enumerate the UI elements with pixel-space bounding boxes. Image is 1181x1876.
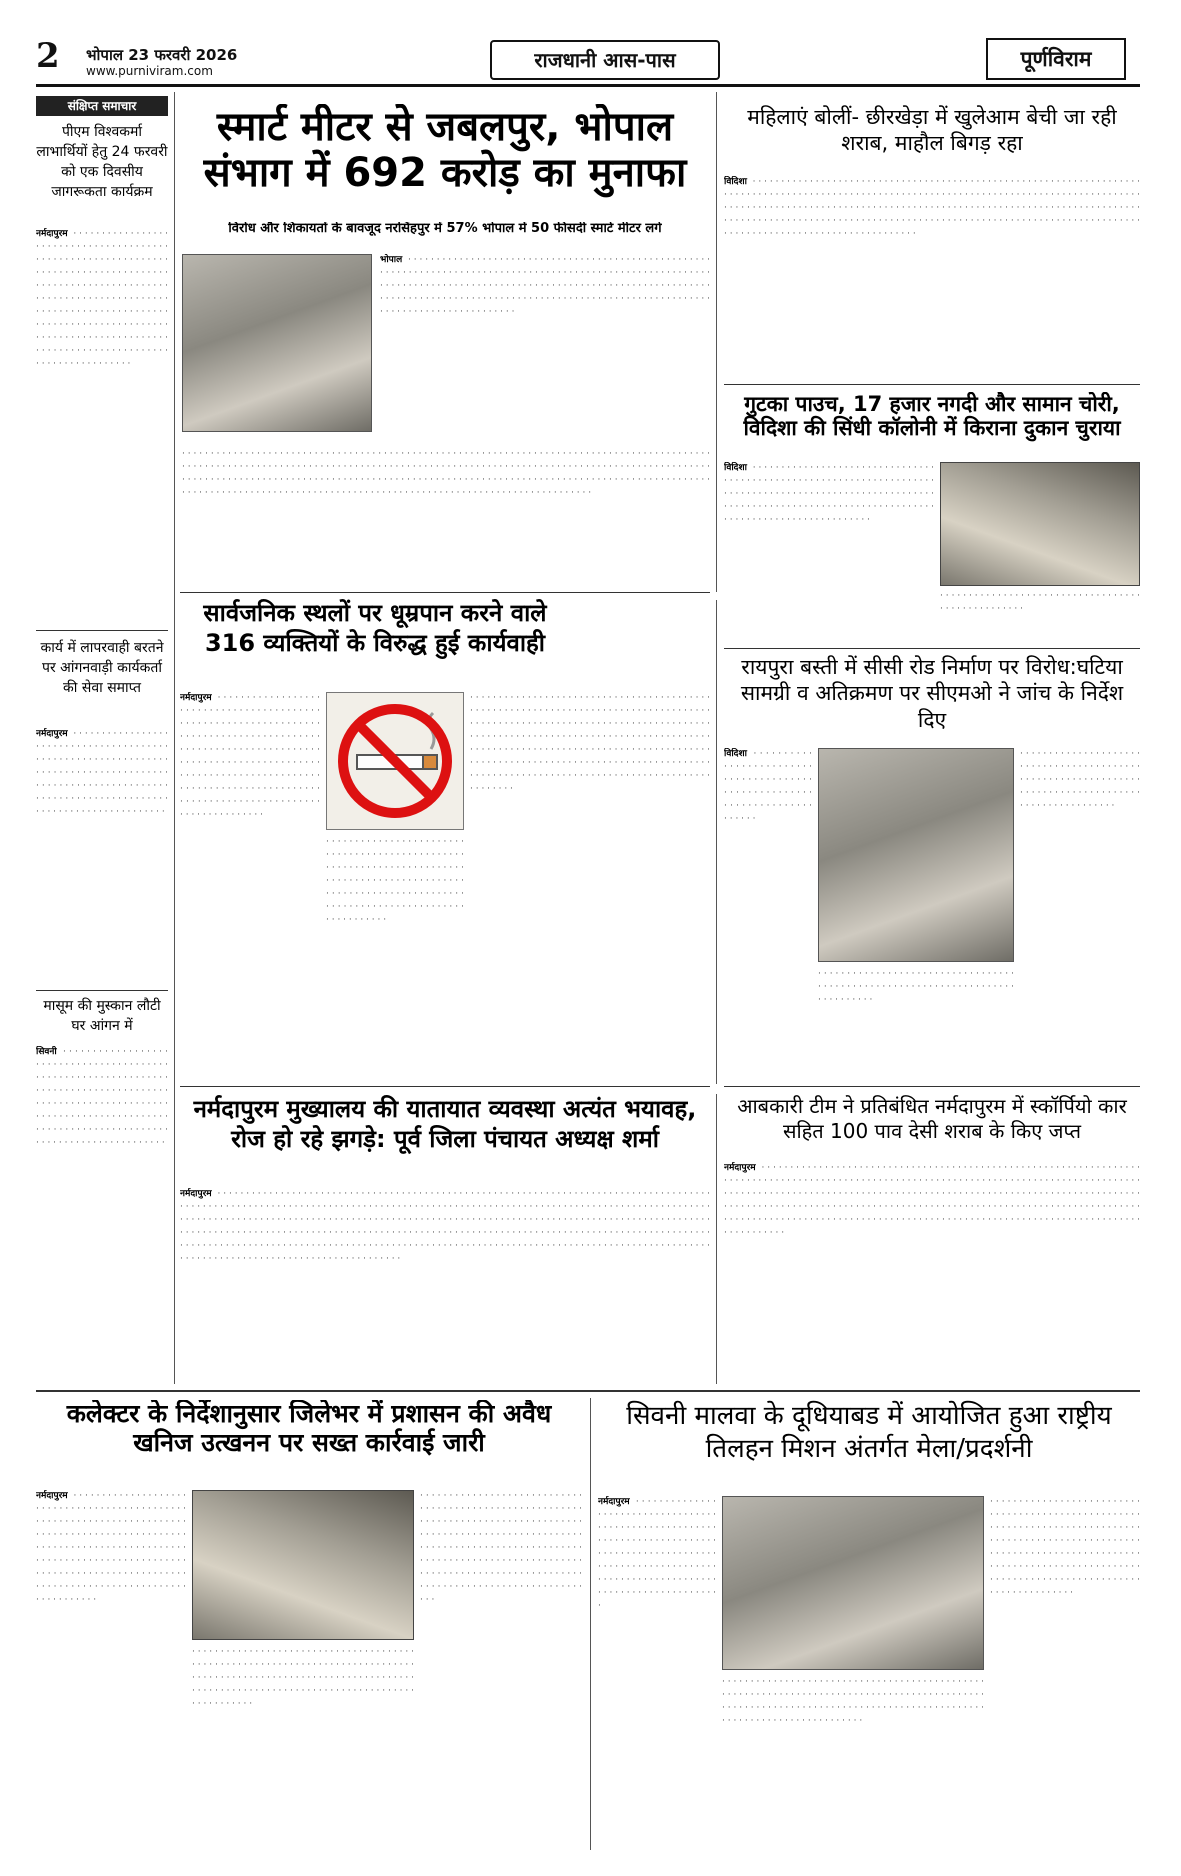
theft-dateline: विदिशा bbox=[724, 463, 747, 473]
road-inspection-photo bbox=[818, 748, 1014, 962]
column-rule bbox=[716, 92, 717, 592]
road-headline: रायपुरा बस्ती में सीसी रोड निर्माण पर विरोध:घटिया सामग्री व अतिक्रमण पर सीएमओ ने जांच के निर्देश दिए bbox=[740, 655, 1124, 732]
oilseed-fair-photo bbox=[722, 1496, 984, 1670]
lead-headline: स्मार्ट मीटर से जबलपुर, भोपाल संभाग में 692 करोड़ का मुनाफा bbox=[203, 104, 687, 196]
website-link[interactable]: www.purniviram.com bbox=[86, 64, 213, 78]
mining-body-1: नर्मदापुरम · · · · · · · · · · · · · · · · · · · · · · · · · · · · · · · · · · · · · · · · · · · · · · · · · · · · · · · · · · · · · · · · · · · · · · · · · · · · · · · · · · · · · · · · · · · · · · · · · · · · · · · · · · · · · · · · · · · · · · · · · · · · · · · · · · · · · · · · · · · · · · · · · · · · · · · · · · · · · · · · · · · · · · · · · · · · · · · · · · · · · · · · · · · · · · · · · · · · · · · · · · · · · · · · · · · · · bbox=[36, 1491, 186, 1605]
smoking-dateline: नर्मदापुरम bbox=[180, 693, 212, 703]
oilseed-headline: सिवनी मालवा के दूधियाबड में आयोजित हुआ राष्ट्रीय तिलहन मिशन अंतर्गत मेला/प्रदर्शनी bbox=[626, 1401, 1112, 1464]
theft-headline: गुटका पाउच, 17 हजार नगदी और सामान चोरी, विदिशा की सिंधी कॉलोनी में किराना दुकान चुराया bbox=[743, 392, 1121, 441]
excise-body: नर्मदापुरम · · · · · · · · · · · · · · · · · · · · · · · · · · · · · · · · · · · · · · · · · · · · · · · · · · · · · · · · · · · · · · · · · · · · · · · · · · · · · · · · · · · · · · · · · · · · · · · · · · · · · · · · · · · · · · · · · · · · · · · · · · · · · · · · · · · · · · · · · · · · · · · · · · · · · · · · · · · · · · · · · · · · · · · · · · · · · · · · · · · · · · · · · · · · · · · · · · · · · · · · · · · · · · · · · · · · · · · · · · · · · · · · · · · · · · · · · · · · · · · · · · · · · · · · · · · · · · · · · · · · · · · · · · · · · · · · · · · · · · · · · · · · · · · · · · · · · · · · · · · · · · · · · · · · · · · · · · · · · · · · · · · · · · · · · · · · · · · · · · · · · · · · · · · · · · · · · · · · · · · · · · · · · · · · · bbox=[724, 1163, 1140, 1238]
mining-site-photo bbox=[192, 1490, 414, 1640]
theft-body: विदिशा · · · · · · · · · · · · · · · · · · · · · · · · · · · · · · · · · · · · · · · · · · · · · · · · · · · · · · · · · · · · · · · · · · · · · · · · · · · · · · · · · · · · · · · · · · · · · · · · · · · · · · · · · · · · · · · · · · · · · · · · · · · · · · · · · · · · · · · · · · · · · · · · · · · · · · · · · · · · · · · · · · · · · · · · · bbox=[724, 463, 934, 525]
brief-2-dateline: नर्मदापुरम bbox=[36, 729, 68, 739]
column-rule bbox=[590, 1398, 591, 1850]
mining-body-3: · · · · · · · · · · · · · · · · · · · · · · · · · · · · · · · · · · · · · · · · · · · · · · · · · · · · · · · · · · · · · · · · · · · · · · · · · · · · · · · · · · · · · · · · · · · · · · · · · · · · · · · · · · · · · · · · · · · · · · · · · · · · · · · · · · · · · · · · · · · · · · · · · · · · · · · · · · · · · · · · · · · · · · · · · · · · · · · · · · · · · · · · · · · · · · · · · · · · · · · · · · · · · · · · · · · · · · · · · · · · · · · · · · · bbox=[420, 1491, 582, 1605]
story-divider bbox=[180, 592, 710, 593]
brand-logo: पूर्णविराम bbox=[986, 38, 1126, 80]
lead-dateline: भोपाल bbox=[380, 255, 403, 265]
excise-headline: आबकारी टीम ने प्रतिबंधित नर्मदापुरम में स्कॉर्पियो कार सहित 100 पाव देसी शराब के किए जप्त bbox=[737, 1094, 1127, 1143]
brief-3-headline: मासूम की मुस्कान लौटी घर आंगन में bbox=[43, 998, 161, 1034]
story-divider bbox=[180, 1086, 710, 1087]
lead-body-bottom: · · · · · · · · · · · · · · · · · · · · · · · · · · · · · · · · · · · · · · · · · · · · · · · · · · · · · · · · · · · · · · · · · · · · · · · · · · · · · · · · · · · · · · · · · · · · · · · · · · · · · · · · · · · · · · · · · · · · · · · · · · · · · · · · · · · · · · · · · · · · · · · · · · · · · · · · · · · · · · · · · · · · · · · · · · · · · · · · · · · · · · · · · · · · · · · · · · · · · · · · · · · · · · · · · · · · · · · · · · · · · · · · · · · · · · · · · · · · · · · · · · · · · · · · · · · · · · · · · · · · · · · · · · · · · · · · · · · · · · · · · · · · · · · · · · · · · · · · · · · · · · · · · · · · · · · · · · · · · · · · · · · · · · · · · · · · · · · · · · · · · · · · · · · · bbox=[182, 449, 710, 498]
story-divider bbox=[724, 648, 1140, 649]
mining-headline: कलेक्टर के निर्देशानुसार जिलेभर में प्रशासन की अवैध खनिज उत्खनन पर सख्त कार्रवाई जारी bbox=[66, 1400, 552, 1457]
brief-3-body: सिवनी · · · · · · · · · · · · · · · · · · · · · · · · · · · · · · · · · · · · · · · · · · · · · · · · · · · · · · · · · · · · · · · · · · · · · · · · · · · · · · · · · · · · · · · · · · · · · · · · · · · · · · · · · · · · · · · · · · · · · · · · · · · · · · · · · · · · · · · · · · · · · · · · · · · · · · · · · · · · · · · · · · · · · · · · · · · · · · · · · · · bbox=[36, 1047, 168, 1148]
story-divider bbox=[724, 384, 1140, 385]
brief-1-dateline: नर्मदापुरम bbox=[36, 229, 68, 239]
brief-divider bbox=[36, 630, 168, 631]
smoking-body-2: · · · · · · · · · · · · · · · · · · · · · · · · · · · · · · · · · · · · · · · · · · · · · · · · · · · · · · · · · · · · · · · · · · · · · · · · · · · · · · · · · · · · · · · · · · · · · · · · · · · · · · · · · · · · · · · · · · · · · · · · · · · · · · · · · · · · · · · · · · · · · · · · · · · · · · · · · · · bbox=[326, 837, 464, 925]
brief-3-dateline: सिवनी bbox=[36, 1047, 57, 1057]
column-rule bbox=[716, 600, 717, 1084]
lead-subhead: विरोध और शिकायतों के बावजूद नरसिंहपुर में 57% भोपाल में 50 फीसदी स्मार्ट मीटर लगे bbox=[228, 222, 662, 236]
story-divider bbox=[724, 1086, 1140, 1087]
smoking-headline: सार्वजनिक स्थलों पर धूम्रपान करने वाले 316 व्यक्तियों के विरुद्ध हुई कार्यवाही bbox=[203, 599, 547, 657]
smoking-body-1: नर्मदापुरम · · · · · · · · · · · · · · · · · · · · · · · · · · · · · · · · · · · · · · · · · · · · · · · · · · · · · · · · · · · · · · · · · · · · · · · · · · · · · · · · · · · · · · · · · · · · · · · · · · · · · · · · · · · · · · · · · · · · · · · · · · · · · · · · · · · · · · · · · · · · · · · · · · · · · · · · · · · · · · · · · · · · · · · · · · · · · · · · · · · · · · · · · · · · · · · · · · · · · · · · · · · · · · · · · · · · · · · · · · · · · · · · · bbox=[180, 693, 320, 820]
briefs-label: संक्षिप्त समाचार bbox=[36, 96, 168, 116]
smoking-body-3: · · · · · · · · · · · · · · · · · · · · · · · · · · · · · · · · · · · · · · · · · · · · · · · · · · · · · · · · · · · · · · · · · · · · · · · · · · · · · · · · · · · · · · · · · · · · · · · · · · · · · · · · · · · · · · · · · · · · · · · · · · · · · · · · · · · · · · · · · · · · · · · · · · · · · · · · · · · · · · · · · · · · · · · · · · · · · · · · · · · · · · · · · · · · · · · · · · · · · · · · · · · · · · · · · · · · · · · · · · · · · · · · · · · · · · · · · · · · · · · · · · · · · · · · · · · · · · · · · · · · · · · · · · · · · · · · · · · · · · · · · · · · · · · · · · · · · · · · · · · · · · bbox=[470, 693, 710, 794]
road-dateline: विदिशा bbox=[724, 749, 747, 759]
oilseed-body-2: · · · · · · · · · · · · · · · · · · · · · · · · · · · · · · · · · · · · · · · · · · · · · · · · · · · · · · · · · · · · · · · · · · · · · · · · · · · · · · · · · · · · · · · · · · · · · · · · · · · · · · · · · · · · · · · · · · · · · · · · · · · · · · · · · · · · · · · · · · · · · · · · · · · · · · · · · · · · · · · · · · · bbox=[722, 1677, 984, 1726]
brief-2-headline: कार्य में लापरवाही बरतने पर आंगनवाड़ी कार्यकर्ता की सेवा समाप्त bbox=[40, 640, 164, 696]
brief-2-body: नर्मदापुरम · · · · · · · · · · · · · · · · · · · · · · · · · · · · · · · · · · · · · · · · · · · · · · · · · · · · · · · · · · · · · · · · · · · · · · · · · · · · · · · · · · · · · · · · · · · · · · · · · · · · · · · · · · · · · · · · · · · · · · · · · · · · · · · · · · · · · · · · · · · · · · · · · · · · · · · · · · · bbox=[36, 729, 168, 817]
road-body-3: · · · · · · · · · · · · · · · · · · · · · · · · · · · · · · · · · · · · · · · · · · · · · · · · · · · · · · · · · · · · · · · · · · · · · · · · · · · · · · · · · · · · · · · · · · · · · · · · · · · · · bbox=[1020, 749, 1140, 811]
road-body-1: विदिशा · · · · · · · · · · · · · · · · · · · · · · · · · · · · · · · · · · · · · · · · · · · · · · · · · · · · · · · · · · · · · · · · · · · · · · · · · · · · bbox=[724, 749, 812, 824]
women-body: विदिशा · · · · · · · · · · · · · · · · · · · · · · · · · · · · · · · · · · · · · · · · · · · · · · · · · · · · · · · · · · · · · · · · · · · · · · · · · · · · · · · · · · · · · · · · · · · · · · · · · · · · · · · · · · · · · · · · · · · · · · · · · · · · · · · · · · · · · · · · · · · · · · · · · · · · · · · · · · · · · · · · · · · · · · · · · · · · · · · · · · · · · · · · · · · · · · · · · · · · · · · · · · · · · · · · · · · · · · · · · · · · · · · · · · · · · · · · · · · · · · · · · · · · · · · · · · · · · · · · · · · · · · · · · · · · · · · · · · · · · · · · · · · · · · · · · · · · · · · · · · · · · · · · · · · · · · · · · · · · · · · · · bbox=[724, 177, 1140, 239]
brief-divider bbox=[36, 990, 168, 991]
no-smoking-sign-icon bbox=[335, 701, 455, 821]
oilseed-dateline: नर्मदापुरम bbox=[598, 1497, 630, 1507]
road-body-2: · · · · · · · · · · · · · · · · · · · · · · · · · · · · · · · · · · · · · · · · · · · · · · · · · · · · · · · · · · · · · · · · · · · · · · · · · · · · · · bbox=[818, 969, 1014, 1005]
issue-date: भोपाल 23 फरवरी 2026 bbox=[86, 46, 238, 64]
brief-1-body: नर्मदापुरम · · · · · · · · · · · · · · · · · · · · · · · · · · · · · · · · · · · · · · · · · · · · · · · · · · · · · · · · · · · · · · · · · · · · · · · · · · · · · · · · · · · · · · · · · · · · · · · · · · · · · · · · · · · · · · · · · · · · · · · · · · · · · · · · · · · · · · · · · · · · · · · · · · · · · · · · · · · · · · · · · · · · · · · · · · · · · · · · · · · · · · · · · · · · · · · · · · · · · · · · · · · · · · · · · · · · · · · · · · · · · · · · · · · · · · · · · · · · · · · · · bbox=[36, 229, 168, 369]
column-rule bbox=[174, 92, 175, 1384]
mining-body-2: · · · · · · · · · · · · · · · · · · · · · · · · · · · · · · · · · · · · · · · · · · · · · · · · · · · · · · · · · · · · · · · · · · · · · · · · · · · · · · · · · · · · · · · · · · · · · · · · · · · · · · · · · · · · · · · · · · · · · · · · · · · · · · · · · · · · · · · · · · · · · · · · · · · · · · · · · · · · · · · · · · · · · · · bbox=[192, 1647, 414, 1709]
brief-1-headline: पीएम विश्वकर्मा लाभार्थियों हेतु 24 फरवरी को एक दिवसीय जागरूकता कार्यक्रम bbox=[36, 124, 168, 200]
no-smoking-sign-icon bbox=[326, 692, 464, 830]
women-dateline: विदिशा bbox=[724, 177, 747, 187]
masthead-rule bbox=[36, 84, 1140, 87]
page-number: 2 bbox=[36, 36, 60, 76]
traffic-headline: नर्मदापुरम मुख्यालय की यातायात व्यवस्था अत्यंत भयावह, रोज हो रहे झगड़े: पूर्व जिला पंचायत अध्यक्ष शर्मा bbox=[193, 1095, 697, 1153]
excise-dateline: नर्मदापुरम bbox=[724, 1163, 756, 1173]
smart-meter-photo bbox=[182, 254, 372, 432]
mining-dateline: नर्मदापुरम bbox=[36, 1491, 68, 1501]
oilseed-body-1: नर्मदापुरम · · · · · · · · · · · · · · · · · · · · · · · · · · · · · · · · · · · · · · · · · · · · · · · · · · · · · · · · · · · · · · · · · · · · · · · · · · · · · · · · · · · · · · · · · · · · · · · · · · · · · · · · · · · · · · · · · · · · · · · · · · · · · · · · · · · · · · · · · · · · · · · · · · · · · · · · · · · · · · · · · · bbox=[598, 1497, 716, 1611]
traffic-dateline: नर्मदापुरम bbox=[180, 1189, 212, 1199]
traffic-body: नर्मदापुरम · · · · · · · · · · · · · · · · · · · · · · · · · · · · · · · · · · · · · · · · · · · · · · · · · · · · · · · · · · · · · · · · · · · · · · · · · · · · · · · · · · · · · · · · · · · · · · · · · · · · · · · · · · · · · · · · · · · · · · · · · · · · · · · · · · · · · · · · · · · · · · · · · · · · · · · · · · · · · · · · · · · · · · · · · · · · · · · · · · · · · · · · · · · · · · · · · · · · · · · · · · · · · · · · · · · · · · · · · · · · · · · · · · · · · · · · · · · · · · · · · · · · · · · · · · · · · · · · · · · · · · · · · · · · · · · · · · · · · · · · · · · · · · · · · · · · · · · · · · · · · · · · · · · · · · · · · · · · · · · · · · · · · · · · · · · · · · · · · · · · · · · · · · · · · · · · · · · · · · · · · · · · · · · · · · · · · · · · · · · · · · · · · · · · · · · · · · · · · · · · · · · · · · · · · · · · · · · · · · · · · · · · · · · · · · · · · · · · · · · · · · · · · · · · · · · · · · · · · · · · · · · · · · · · · · · · · · · · · · · · · · · · · · · · · · · · · · · · · bbox=[180, 1189, 710, 1264]
column-rule bbox=[716, 1094, 717, 1384]
section-divider bbox=[36, 1390, 1140, 1392]
theft-body-cont: · · · · · · · · · · · · · · · · · · · · · · · · · · · · · · · · · · · · · · · · · · · · · · · · · · bbox=[940, 591, 1140, 614]
oilseed-body-3: · · · · · · · · · · · · · · · · · · · · · · · · · · · · · · · · · · · · · · · · · · · · · · · · · · · · · · · · · · · · · · · · · · · · · · · · · · · · · · · · · · · · · · · · · · · · · · · · · · · · · · · · · · · · · · · · · · · · · · · · · · · · · · · · · · · · · · · · · · · · · · · · · · · · · · · · · · · · · · · · · · · · · · · · · · · · · · · · · · · · · · · · · · · · · · · · · · · · · bbox=[990, 1497, 1140, 1598]
women-headline: महिलाएं बोलीं- छीरखेड़ा में खुलेआम बेची जा रही शराब, माहौल बिगड़ रहा bbox=[747, 105, 1117, 156]
lead-body-top: भोपाल · · · · · · · · · · · · · · · · · · · · · · · · · · · · · · · · · · · · · · · · · · · · · · · · · · · · · · · · · · · · · · · · · · · · · · · · · · · · · · · · · · · · · · · · · · · · · · · · · · · · · · · · · · · · · · · · · · · · · · · · · · · · · · · · · · · · · · · · · · · · · · · · · · · · · · · · · · · · · · · · · · · · · · · · · · · · · · · · · · · · · · · · · · · · · · · · · · · · · · · · · · · · · · · · · · · · · · · · · · · · · · · · · · · · · · · · · · · · · · · · · · · · · · · · · · · bbox=[380, 255, 710, 317]
section-title: राजधानी आस-पास bbox=[490, 40, 720, 80]
shop-photo bbox=[940, 462, 1140, 586]
